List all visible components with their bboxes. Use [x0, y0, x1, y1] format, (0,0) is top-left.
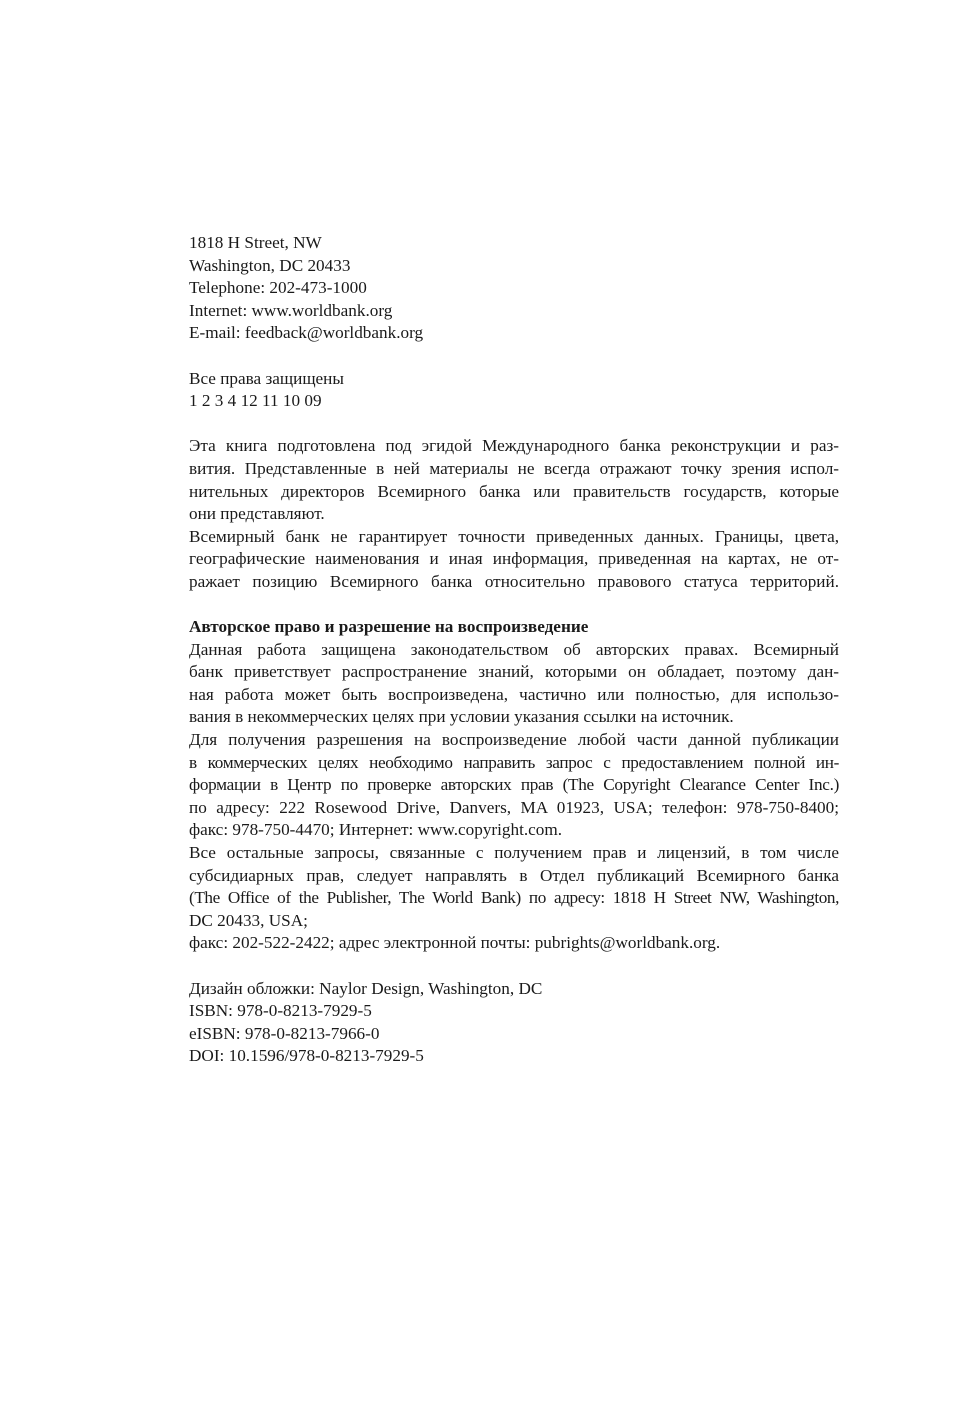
copyright-line: по адресу: 222 Rosewood Drive, Danvers, MA 01923, USA; телефон: 978-750-8400;	[189, 797, 839, 817]
disclaimer-line: Эта книга подготовлена под эгидой Международного банка реконструкции и раз-	[189, 436, 839, 456]
copyright-line: Все остальные запросы, связанные с получением прав и лицензий, в том числе	[189, 843, 839, 863]
copyright-page	[189, 232, 839, 1068]
address-internet: Internet: www.worldbank.org	[189, 300, 393, 320]
copyright-line: факс: 202-522-2422; адрес электронной почты: pubrights@worldbank.org.	[189, 933, 721, 953]
copyright-line: DC 20433, USA;	[189, 910, 308, 930]
copyright-line: банк приветствует распространение знаний, которыми он обладает, поэтому дан-	[189, 662, 839, 682]
copyright-line: в коммерческих целях необходимо направить запрос с предоставлением полной ин-	[189, 752, 839, 772]
credits-block	[189, 978, 839, 1068]
copyright-line: факс: 978-750-4470; Интернет: www.copyright.com.	[189, 820, 563, 840]
copyright-line: вания в некоммерческих целях при условии указания ссылки на источник.	[189, 707, 734, 727]
disclaimer-line: ражает позицию Всемирного банка относительно правового статуса территорий.	[189, 571, 839, 591]
rights-block	[189, 368, 839, 413]
address-email: E-mail: feedback@worldbank.org	[189, 323, 424, 343]
disclaimer-paragraph	[189, 435, 839, 593]
rights-reserved: Все права защищены	[189, 368, 344, 388]
disclaimer-line: нительных директоров Всемирного банка или правительств государств, которые	[189, 481, 839, 501]
copyright-section	[189, 616, 839, 955]
copyright-line: Для получения разрешения на воспроизведение любой части данной публикации	[189, 730, 839, 750]
doi: DOI: 10.1596/978-0-8213-7929-5	[189, 1046, 424, 1066]
address-street: 1818 H Street, NW	[189, 233, 322, 252]
address-telephone: Telephone: 202-473-1000	[189, 278, 367, 298]
printing-numbers: 1 2 3 4 12 11 10 09	[189, 391, 322, 411]
disclaimer-line: Всемирный банк не гарантирует точности приведенных данных. Границы, цвета,	[189, 526, 839, 546]
isbn: ISBN: 978-0-8213-7929-5	[189, 1001, 372, 1021]
copyright-line: (The Office of the Publisher, The World Bank) по адресу: 1818 H Street NW, Washington,	[189, 888, 839, 908]
copyright-line: ная работа может быть воспроизведена, частично или полностью, для использо-	[189, 684, 839, 704]
disclaimer-line: они представляют.	[189, 504, 325, 524]
eisbn: eISBN: 978-0-8213-7966-0	[189, 1023, 380, 1043]
address-city: Washington, DC 20433	[189, 255, 351, 275]
disclaimer-line: вития. Представленные в ней материалы не всегда отражают точку зрения испол-	[189, 458, 839, 478]
cover-design-credit: Дизайн обложки: Naylor Design, Washington, DC	[189, 978, 543, 998]
copyright-heading: Авторское право и разрешение на воспроизведение	[189, 617, 589, 637]
copyright-line: Данная работа защищена законодательством об авторских правах. Всемирный	[189, 639, 839, 659]
disclaimer-line: географические наименования и иная информация, приведенная на картах, не от-	[189, 549, 839, 569]
copyright-line: субсидиарных прав, следует направлять в Отдел публикаций Всемирного банка	[189, 865, 839, 885]
publisher-address	[189, 232, 839, 345]
copyright-line: формации в Центр по проверке авторских прав (The Copyright Clearance Center Inc.)	[189, 775, 839, 795]
